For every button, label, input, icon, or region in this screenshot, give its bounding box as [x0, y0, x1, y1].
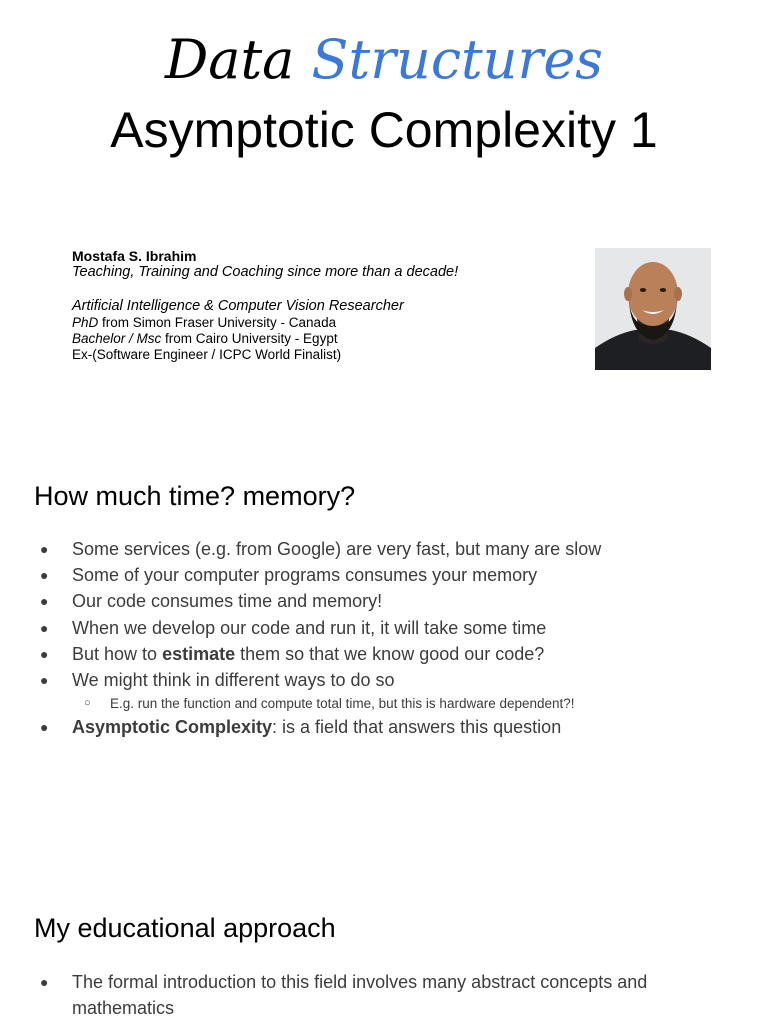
sub-bullet-icon: ○ [84, 697, 91, 710]
bullet-icon: ● [40, 719, 49, 736]
sub-list-item: ○ E.g. run the function and compute total time, but this is hardware dependent?! [0, 693, 750, 714]
author-info [72, 248, 582, 363]
section-heading-time-memory: How much time? memory? [34, 481, 356, 511]
list-item: ● The formal introduction to this field involves many abstract concepts and mathematics [0, 969, 712, 1021]
author-tagline: Teaching, Training and Coaching since more than a decade! [72, 264, 459, 280]
author-role: Artificial Intelligence & Computer Vision Researcher [72, 298, 404, 314]
list-item: ● When we develop our code and run it, it will take some time [0, 615, 712, 641]
time-memory-bullet-list [0, 536, 768, 740]
bullet-icon: ● [40, 619, 49, 636]
list-item: ● Some services (e.g. from Google) are very fast, but many are slow [0, 536, 712, 562]
list-item: ● Asymptotic Complexity: is a field that answers this question [0, 714, 712, 740]
list-item: ● We might think in different ways to do so [0, 667, 712, 693]
bullet-icon: ● [40, 974, 49, 990]
bullet-icon: ● [40, 567, 49, 584]
educational-approach-bullet-list [0, 969, 768, 1021]
course-title [0, 28, 768, 92]
author-experience: Ex-(Software Engineer / ICPC World Finalist) [72, 347, 342, 362]
bullet-icon: ● [40, 672, 49, 689]
author-name: Mostafa S. Ibrahim [72, 248, 197, 264]
section-heading-educational-approach: My educational approach [34, 913, 336, 943]
bullet-icon: ● [40, 645, 49, 662]
list-item: ● Some of your computer programs consumes your memory [0, 562, 712, 588]
page-title [0, 28, 768, 160]
author-portrait-image [595, 248, 711, 370]
list-item: ● Our code consumes time and memory! [0, 588, 712, 614]
title-word-data: Data [164, 28, 295, 91]
author-phd: PhD from Simon Fraser University - Canada [72, 315, 337, 330]
bullet-icon: ● [40, 593, 49, 610]
title-word-structures: Structures [311, 28, 604, 91]
lecture-subtitle: Asymptotic Complexity 1 [110, 102, 658, 158]
author-bachelor: Bachelor / Msc from Cairo University - Egypt [72, 331, 338, 346]
list-item: ● But how to estimate them so that we know good our code? [0, 641, 712, 667]
bullet-icon: ● [40, 541, 49, 557]
author-photo [595, 248, 711, 370]
